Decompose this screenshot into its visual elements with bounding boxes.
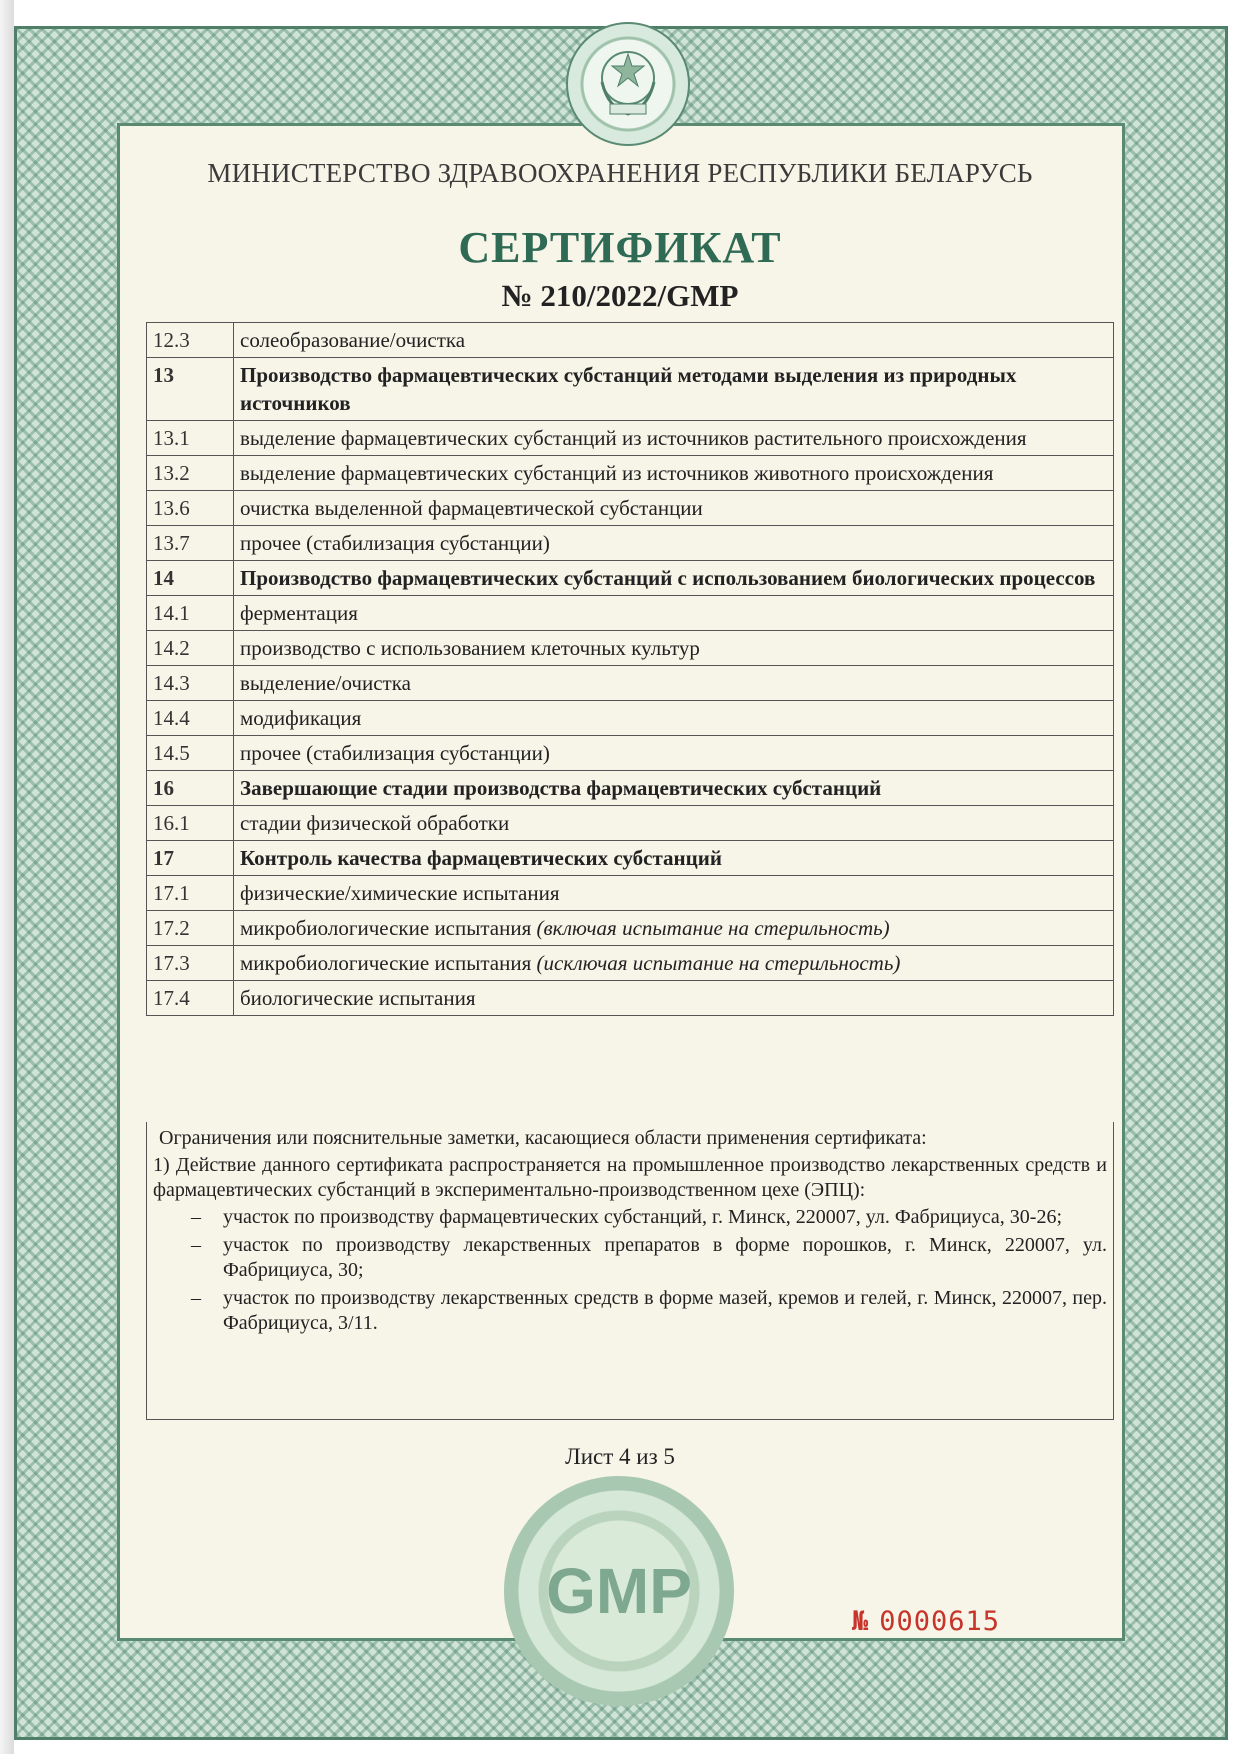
certificate-number: № 210/2022/GMP <box>501 278 739 313</box>
notes-list-item <box>153 1286 1107 1336</box>
scope-text-cell <box>234 323 1114 358</box>
scope-text: очистка выделенной фармацевтической субстанции <box>240 496 703 520</box>
notes-list-item <box>153 1205 1107 1230</box>
scope-text-cell <box>234 491 1114 526</box>
scope-text: Производство фармацевтических субстанций с использованием биологических процессов <box>240 566 1096 590</box>
scope-code: 14.1 <box>147 596 234 631</box>
scope-text: микробиологические испытания <box>240 951 532 975</box>
scope-code: 14.2 <box>147 631 234 666</box>
scope-text-cell <box>234 981 1114 1016</box>
table-row <box>147 596 1114 631</box>
scope-text-cell <box>234 876 1114 911</box>
scope-text: производство с использованием клеточных культур <box>240 636 700 660</box>
table-row <box>147 631 1114 666</box>
scope-code: 12.3 <box>147 323 234 358</box>
table-row <box>147 701 1114 736</box>
scope-code: 16 <box>147 771 234 806</box>
table-row <box>147 911 1114 946</box>
table-row <box>147 666 1114 701</box>
list-dash: – <box>191 1206 201 1228</box>
scope-text: биологические испытания <box>240 986 476 1010</box>
serial-prefix: № <box>852 1606 870 1637</box>
ministry-name: МИНИСТЕРСТВО ЗДРАВООХРАНЕНИЯ РЕСПУБЛИКИ БЕЛАРУСЬ <box>207 158 1033 188</box>
scope-code: 13.1 <box>147 421 234 456</box>
scope-code: 17.1 <box>147 876 234 911</box>
scope-code: 14.5 <box>147 736 234 771</box>
scope-text: выделение фармацевтических субстанций из источников растительного происхождения <box>240 426 1027 450</box>
table-row <box>147 771 1114 806</box>
notes-list-item-text: участок по производству фармацевтических субстанций, г. Минск, 220007, ул. Фабрициуса, 30-26; <box>223 1206 1063 1228</box>
scope-text-cell <box>234 911 1114 946</box>
scope-text-cell <box>234 596 1114 631</box>
scope-code: 14.4 <box>147 701 234 736</box>
scope-code: 14 <box>147 561 234 596</box>
table-row <box>147 491 1114 526</box>
scope-text: выделение/очистка <box>240 671 411 695</box>
scope-code: 17 <box>147 841 234 876</box>
notes-list-item-text: участок по производству лекарственных средств в форме мазей, кремов и гелей, г. Минск, 220007, пер. Фабрициуса, 3/11. <box>223 1287 1107 1334</box>
scope-text: выделение фармацевтических субстанций из источников животного происхождения <box>240 461 994 485</box>
table-row <box>147 526 1114 561</box>
notes-list-item-text: участок по производству лекарственных препаратов в форме порошков, г. Минск, 220007, ул. Фабрициуса, 30; <box>223 1234 1107 1281</box>
notes-list <box>153 1205 1107 1336</box>
table-row <box>147 358 1114 421</box>
scope-text: прочее (стабилизация субстанции) <box>240 531 550 555</box>
scope-note: (включая испытание на стерильность) <box>536 916 890 940</box>
gmp-seal-icon <box>504 1476 734 1706</box>
table-row <box>147 323 1114 358</box>
table-row <box>147 841 1114 876</box>
serial-digits: 0000615 <box>879 1606 1001 1637</box>
scope-text-cell <box>234 631 1114 666</box>
table-row <box>147 876 1114 911</box>
scope-code: 14.3 <box>147 666 234 701</box>
scope-text-cell <box>234 666 1114 701</box>
scope-text-cell <box>234 841 1114 876</box>
table-row <box>147 981 1114 1016</box>
table-row <box>147 946 1114 981</box>
scope-text: Завершающие стадии производства фармацевтических субстанций <box>240 776 882 800</box>
notes-list-item <box>153 1233 1107 1283</box>
notes-paragraph: 1) Действие данного сертификата распространяется на промышленное производство лекарственных средств и фармацевтических субстанций в экспериментально-производственном цехе (ЭПЦ): <box>153 1154 1107 1201</box>
scope-text-cell <box>234 358 1114 421</box>
notes-heading: Ограничения или пояснительные заметки, касающиеся области применения сертификата: <box>159 1127 927 1149</box>
scope-table <box>146 322 1114 1016</box>
notes-section <box>146 1122 1114 1420</box>
scope-text: прочее (стабилизация субстанции) <box>240 741 550 765</box>
scope-code: 16.1 <box>147 806 234 841</box>
document-title: СЕРТИФИКАТ <box>458 223 782 272</box>
list-dash: – <box>191 1287 201 1309</box>
scope-text-cell <box>234 806 1114 841</box>
table-row <box>147 456 1114 491</box>
scope-text-cell <box>234 701 1114 736</box>
scope-code: 13.7 <box>147 526 234 561</box>
scope-code: 13.6 <box>147 491 234 526</box>
table-row <box>147 561 1114 596</box>
scope-text: Контроль качества фармацевтических субстанций <box>240 846 722 870</box>
scope-table-body <box>147 323 1114 1016</box>
scope-code: 17.4 <box>147 981 234 1016</box>
scope-text-cell <box>234 736 1114 771</box>
table-row <box>147 736 1114 771</box>
scope-text: физические/химические испытания <box>240 881 560 905</box>
scope-note: (исключая испытание на стерильность) <box>536 951 901 975</box>
scope-code: 13 <box>147 358 234 421</box>
table-row <box>147 806 1114 841</box>
scope-text-cell <box>234 561 1114 596</box>
scope-code: 13.2 <box>147 456 234 491</box>
scope-text: Производство фармацевтических субстанций методами выделения из природных источников <box>240 363 1017 415</box>
gmp-seal-text: GMP <box>546 1555 692 1627</box>
list-dash: – <box>191 1234 201 1256</box>
scope-text: солеобразование/очистка <box>240 328 466 352</box>
scope-text-cell <box>234 946 1114 981</box>
scope-code: 17.2 <box>147 911 234 946</box>
scope-text: микробиологические испытания <box>240 916 532 940</box>
sheet-counter: Лист 4 из 5 <box>565 1444 675 1469</box>
scope-text-cell <box>234 421 1114 456</box>
table-row <box>147 421 1114 456</box>
scope-text-cell <box>234 771 1114 806</box>
scope-text-cell <box>234 526 1114 561</box>
scope-text-cell <box>234 456 1114 491</box>
scope-text: ферментация <box>240 601 358 625</box>
serial-number <box>852 1606 1000 1637</box>
scope-text: модификация <box>240 706 362 730</box>
scope-text: стадии физической обработки <box>240 811 510 835</box>
scope-code: 17.3 <box>147 946 234 981</box>
state-emblem-icon <box>566 22 690 146</box>
